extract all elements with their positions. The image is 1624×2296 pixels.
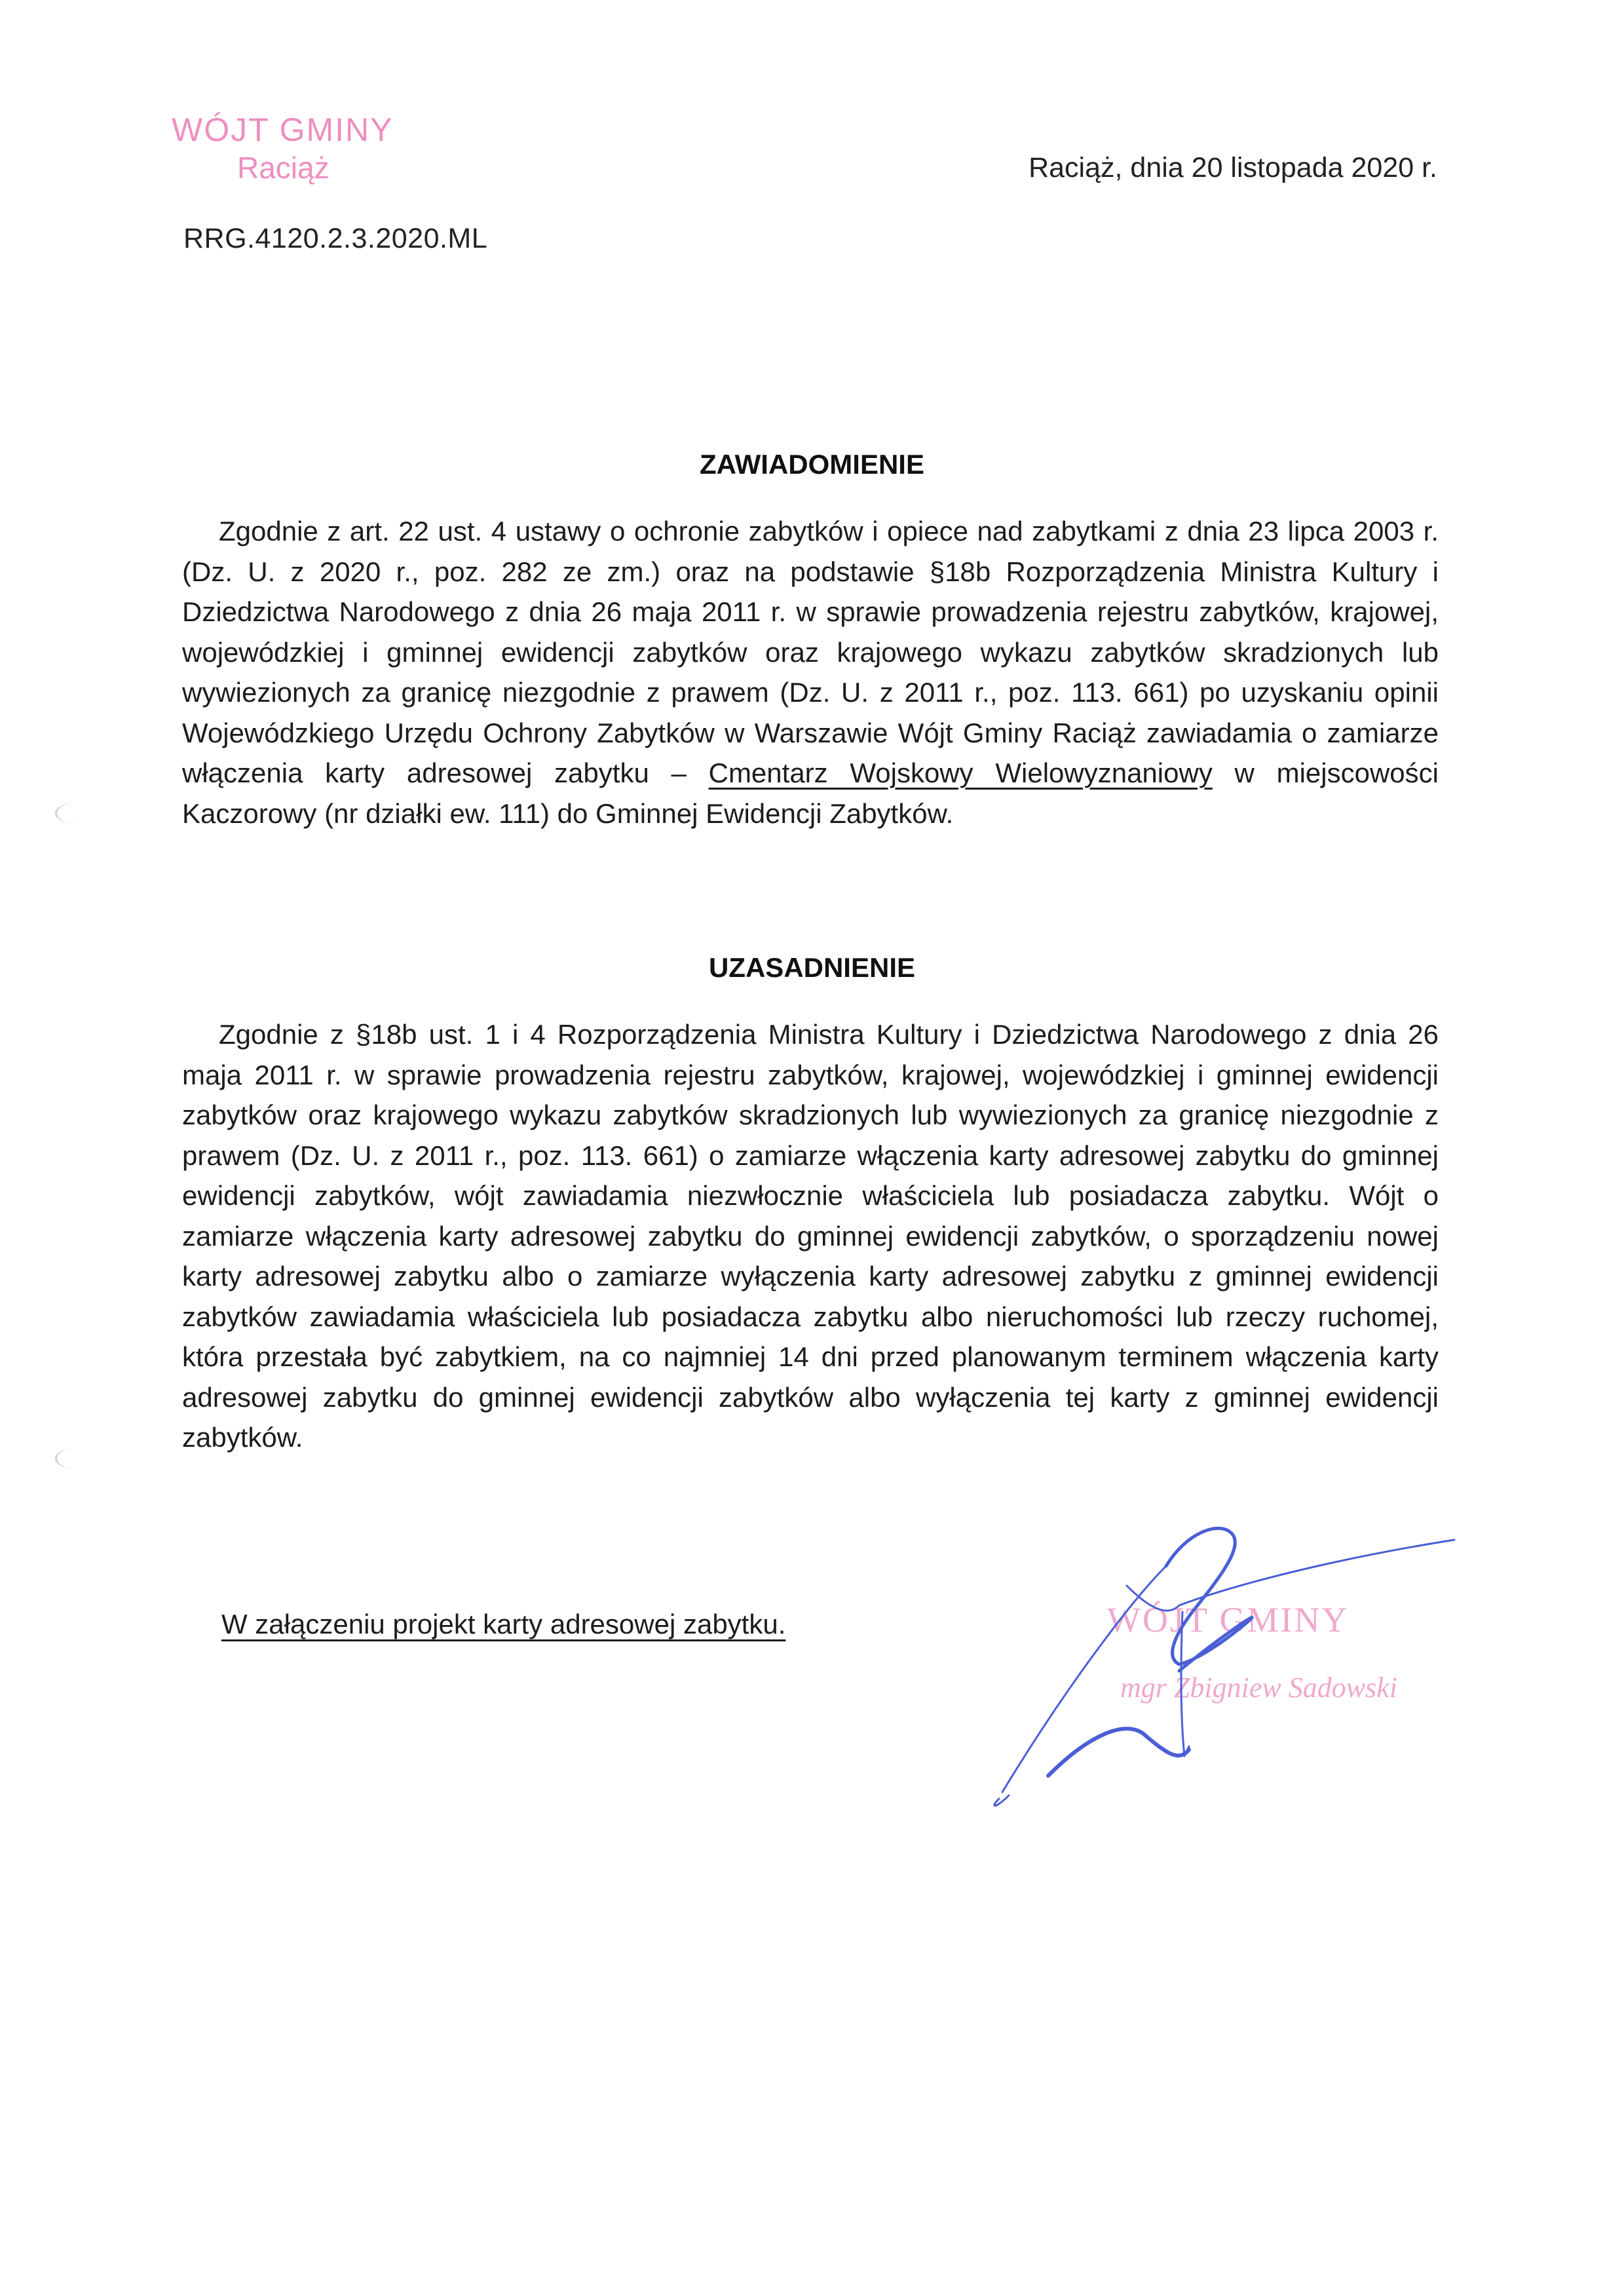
reference-number: RRG.4120.2.3.2020.ML xyxy=(183,223,488,254)
punch-hole-mark xyxy=(55,1448,99,1469)
justification-paragraph: Zgodnie z §18b ust. 1 i 4 Rozporządzenia Ministra Kultury i Dziedzictwa Narodowego z dnia 26 maja 2011 r. w sprawie prowadzenia rejestru zabytków, krajowej, wojewódzkiej i gminnej ewidencji zabytków oraz krajowego wykazu zabytków skradzionych lub wywiezionych za granicę niezgodnie z prawem (Dz. U. z 2011 r., poz. 113. 661) o zamiarze włączenia karty adresowej zabytku do gminnej ewidencji zabytków, wójt zawiadamia niezwłocznie właściciela lub posiadacza zabytku. Wójt o zamiarze włączenia karty adresowej zabytku do gminnej ewidencji zabytków, o sporządzeniu nowej karty adresowej zabytku albo o zamiarze wyłączenia karty adresowej zabytku z gminnej ewidencji zabytków zawiadamia właściciela lub posiadacza zabytku albo nieruchomości lub rzeczy ruchomej, która przestała być zabytkiem, na co najmniej 14 dni przed planowanym terminem włączenia karty adresowej zabytku do gminnej ewidencji zabytków albo wyłączenia tej karty z gminnej ewidencji zabytków. xyxy=(182,1019,1439,1453)
notification-text-end: w miejscowości Kaczorowy (nr działki ew. 111) do Gminnej Ewidencji Zabytków. xyxy=(182,757,1439,829)
section-title-justification: UZASADNIENIE xyxy=(708,952,916,983)
punch-hole-mark xyxy=(55,803,99,824)
signature-stroke xyxy=(994,1795,1009,1806)
attachment-note: W załączeniu projekt karty adresowej zabytku. xyxy=(221,1609,786,1639)
signature-stroke xyxy=(1181,1612,1189,1756)
notification-text: Zgodnie z art. 22 ust. 4 ustawy o ochronie zabytków i opiece nad zabytkami z dnia 23 lipca 2003 r. (Dz. U. z 2020 r., poz. 282 ze zm.) oraz na podstawie §18b Rozporządzenia Ministra Kultury i Dziedzictwa Narodowego z dnia 26 maja 2011 r. w sprawie prowadzenia rejestru zabytków, krajowej, wojewódzkiej i gminnej ewidencji zabytków oraz krajowego wykazu zabytków skradzionych lub wywiezionych za granicę niezgodnie z prawem (Dz. U. z 2011 r., poz. 113. 661) po uzyskaniu opinii Wojewódzkiego Urzędu Ochrony Zabytków w Warszawie Wójt Gminy Raciąż zawiadamia o zamiarze włączenia karty adresowej zabytku – xyxy=(182,516,1439,788)
signature-stroke xyxy=(1166,1528,1252,1671)
office-stamp xyxy=(172,110,394,186)
signature-stamp-name: mgr Zbigniew Sadowski xyxy=(1120,1672,1397,1704)
monument-name: Cmentarz Wojskowy Wielowyznaniowy xyxy=(708,757,1213,788)
signature-stroke xyxy=(1048,1729,1189,1776)
section-title-notification: ZAWIADOMIENIE xyxy=(700,449,924,480)
place-and-date: Raciąż, dnia 20 listopada 2020 r. xyxy=(1029,152,1437,183)
office-stamp-title: WÓJT GMINY xyxy=(172,111,394,148)
office-stamp-place: Raciąż xyxy=(237,151,330,185)
signature-stamp-title: WÓJT GMINY xyxy=(1107,1600,1350,1639)
handwritten-signature xyxy=(970,1520,1494,1815)
notification-paragraph xyxy=(182,511,1439,833)
